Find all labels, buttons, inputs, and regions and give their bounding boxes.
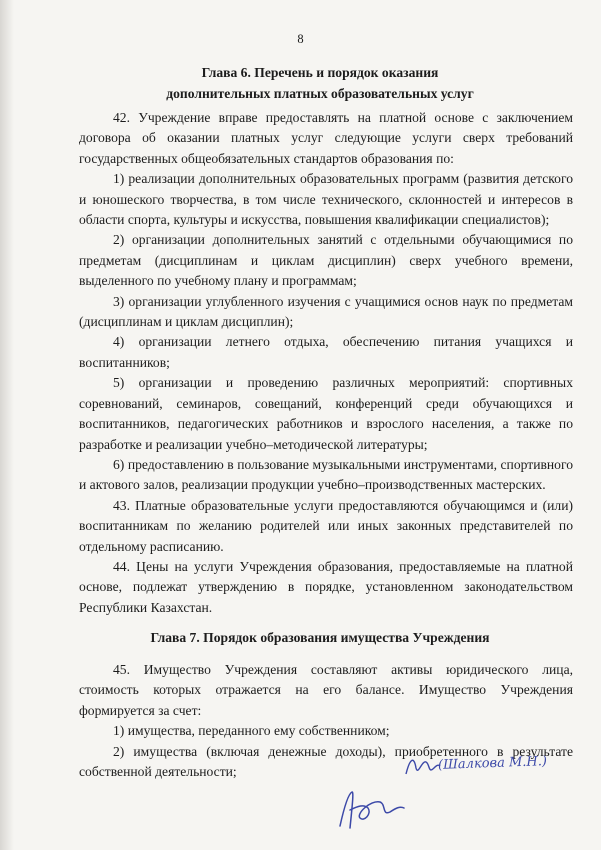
paragraph-43: 43. Платные образовательные услуги предоставляются обучающимся и (или) воспитанникам по желанию родителей или иных законных представителей по отдельному расписанию. [79, 497, 573, 554]
chapter-6-heading [60, 62, 580, 104]
chapter-6-title-line-1: Глава 6. Перечень и порядок оказания [201, 65, 439, 80]
list-item-2: 2) организации дополнительных занятий с отдельными обучающимися по предметам (дисциплинам и циклам дисциплин) сверх учебного времени, выделенного по учебному плану и программам; [79, 232, 573, 289]
chapter-6-title-line-2: дополнительных платных образовательных услуг [166, 86, 474, 101]
list-item-6: 6) предоставлению в пользование музыкальными инструментами, спортивного и актового залов, реализации продукции учебно–производственных мастерских. [79, 456, 573, 493]
list-item-1: 1) реализации дополнительных образовательных программ (развития детского и юношеского творчества, в том числе технического, склонностей и интересов в области спорта, культуры и искусства, повышения квалификации специалистов); [79, 171, 573, 228]
list-item-5: 5) организации и проведению различных мероприятий: спортивных соревнований, семинаров, совещаний, конференций среди обучающихся и воспитанников, педагогических работников и взрослого населения, а также по разработке и реализации учебно–методической литературы; [79, 375, 573, 452]
scan-edge-shadow [0, 0, 14, 850]
list-item-3: 3) организации углубленного изучения с учащимися основ наук по предметам (дисциплинам и циклам дисциплин); [79, 293, 573, 330]
paragraph-45: 45. Имущество Учреждения составляют активы юридического лица, стоимость которых отражается на его балансе. Имущество Учреждения формируется за счет: [79, 662, 573, 718]
paragraph-42: 42. Учреждение вправе предоставлять на платной основе с заключением договора об оказании платных услуг следующие услуги сверх требований государственных общеобязательных стандартов образования по: [79, 110, 573, 166]
handwritten-signature [330, 788, 410, 834]
property-item-1: 1) имущества, переданного ему собственником; [113, 723, 390, 739]
page-number: 8 [297, 32, 304, 46]
handwritten-name-note: (Шалкова М.Н.) [437, 754, 548, 773]
handwritten-initials-signature [402, 754, 442, 780]
property-item-2: 2) имущества (включая денежные доходы), приобретенного в результате собственной деятельности; [79, 743, 573, 780]
paragraph-44: 44. Цены на услуги Учреждения образования, предоставляемые на платной основе, подлежат утверждению в порядке, установленном законодательством Республики Казахстан. [79, 558, 573, 615]
list-item-4: 4) организации летнего отдыха, обеспечению питания учащихся и воспитанников; [79, 334, 573, 370]
chapter-6-body [79, 108, 573, 618]
chapter-7-heading: Глава 7. Порядок образования имущества Учреждения [150, 630, 490, 645]
